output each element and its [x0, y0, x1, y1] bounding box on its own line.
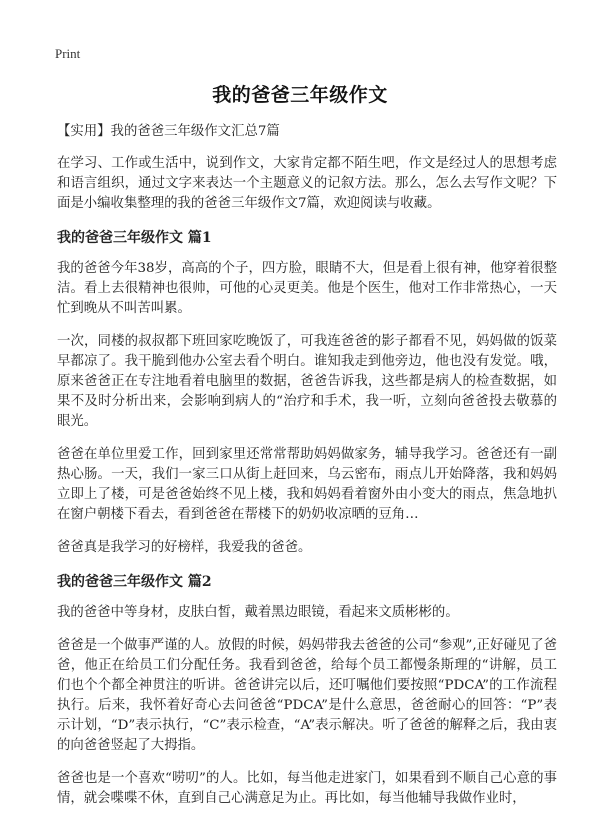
document-body	[57, 122, 557, 822]
intro-paragraph: 在学习、工作或生活中，说到作文，大家肯定都不陌生吧，作文是经过人的思想考虑和语言组织，通过文字来表达一个主题意义的记叙方法。那么，怎么去写作文呢？下面是小编收集整理的我的爸爸三年级作文7篇，欢迎阅读与收藏。	[57, 156, 557, 211]
section-2-paragraph-1: 我的爸爸中等身材，皮肤白皙，戴着黑边眼镜，看起来文质彬彬的。	[57, 605, 459, 620]
print-link[interactable]: Print	[55, 46, 81, 61]
section-2-paragraph-3: 爸爸也是一个喜欢“唠叨”的人。比如，每当他走进家门，如果看到不顺自己心意的事情，就会喋喋不休，直到自己心满意足为止。再比如，每当他辅导我做作业时，	[57, 771, 557, 806]
section-1-paragraph-1: 我的爸爸今年38岁，高高的个子，四方脸，眼睛不大，但是看上很有神，他穿着很整洁。看上去很精神也很帅，可他的心灵更美。他是个医生，他对工作非常热心，一天忙到晚从不叫苦叫累。	[57, 261, 557, 316]
section-1-paragraph-4: 爸爸真是我学习的好榜样，我爱我的爸爸。	[57, 540, 312, 555]
section-heading-2: 我的爸爸三年级作文 篇2	[57, 574, 212, 590]
section-2-paragraph-2: 爸爸是一个做事严谨的人。放假的时候，妈妈带我去爸爸的公司“参观”,正好碰见了爸爸，他正在给员工们分配任务。我看到爸爸，给每个员工都慢条斯理的“讲解，员工们也个个都全神贯注的听讲。爸爸讲完以后，还叮嘱他们要按照“PDCA”的工作流程执行。后来，我怀着好奇心去问爸爸“PDCA”是什么意思，爸爸耐心的回答：“P”表示计划，“D”表示执行，“C”表示检查，“A”表示解决。听了爸爸的解释之后，我由衷的向爸爸竖起了大拇指。	[57, 638, 558, 753]
page-title: 我的爸爸三年级作文	[212, 84, 388, 106]
section-1-paragraph-3: 爸爸在单位里爱工作，回到家里还常常帮助妈妈做家务，辅导我学习。爸爸还有一副热心肠。一天，我们一家三口从街上赶回来，乌云密布，雨点儿开始降落，我和妈妈立即上了楼，可是爸爸始终不见上楼，我和妈妈看着窗外由小变大的雨点，焦急地扒在窗户朝楼下看去，看到爸爸在帮楼下的奶奶收凉晒的豆角…	[57, 447, 557, 522]
section-1-paragraph-2: 一次，同楼的叔叔都下班回家吃晚饭了，可我连爸爸的影子都看不见，妈妈做的饭菜早都凉了。我干脆到他办公室去看个明白。谁知我走到他旁边，他也没有发觉。哦，原来爸爸正在专注地看着电脑里的数据，爸爸告诉我，这些都是病人的检查数据，如果不及时分析出来，会影响到病人的“治疗和手术，我一听，立刻向爸爸投去敬慕的眼光。	[57, 334, 557, 429]
document-subtitle: 【实用】我的爸爸三年级作文汇总7篇	[57, 124, 280, 139]
section-heading-1: 我的爸爸三年级作文 篇1	[57, 230, 212, 246]
